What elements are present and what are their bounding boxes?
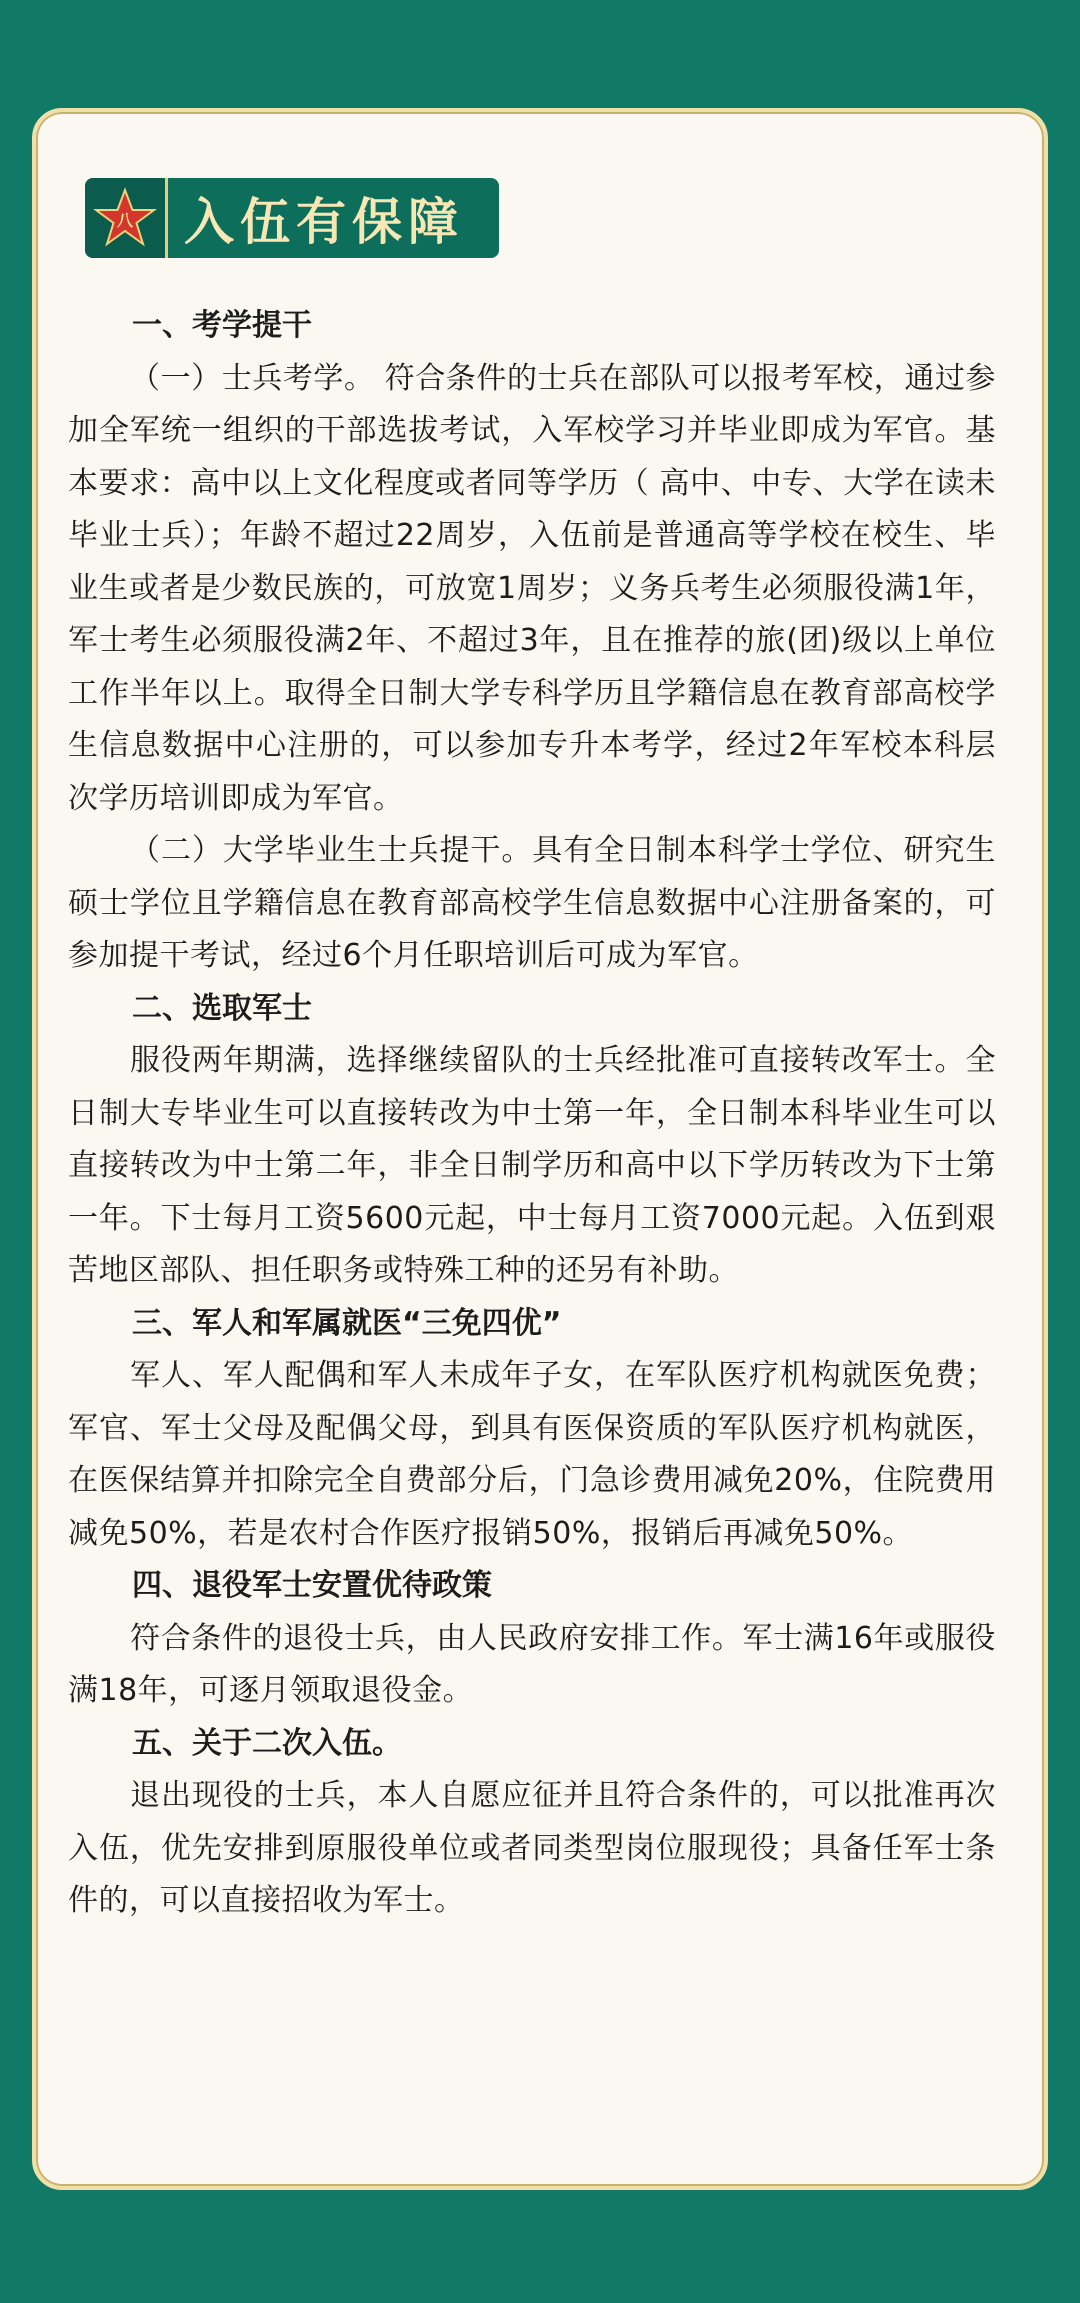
section-4-paragraph-1: 符合条件的退役士兵，由人民政府安排工作。军士满16年或服役满18年，可逐月领取退役金。 bbox=[68, 1620, 996, 1708]
section-heading-1: 一、考学提干 bbox=[132, 308, 312, 343]
section-title-banner bbox=[85, 178, 499, 258]
svg-text:八: 八 bbox=[116, 211, 134, 230]
section-1-paragraph-2: （二）大学毕业生士兵提干。具有全日制本科学士学位、研究生硕士学位且学籍信息在教育部高校学生信息数据中心注册备案的，可参加提干考试，经过6个月任职培训后可成为军官。 bbox=[68, 833, 996, 973]
section-heading-4: 四、退役军士安置优待政策 bbox=[132, 1568, 492, 1603]
section-heading-3: 三、军人和军属就医“三免四优” bbox=[132, 1305, 562, 1341]
section-3-paragraph-1: 军人、军人配偶和军人未成年子女，在军队医疗机构就医免费；军官、军士父母及配偶父母，到具有医保资质的军队医疗机构就医，在医保结算并扣除完全自费部分后，门急诊费用减免20%，住院费用减免50%，若是农村合作医疗报销50%，报销后再减免50%。 bbox=[68, 1358, 996, 1551]
policy-content bbox=[68, 300, 996, 1928]
page-title: 入伍有保障 bbox=[184, 192, 464, 251]
section-1-paragraph-1: （一）士兵考学。 符合条件的士兵在部队可以报考军校，通过参加全军统一组织的干部选拔考试，入军校学习并毕业即成为军官。基本要求：高中以上文化程度或者同等学历（ 高中、中专、大学在读未毕业士兵）；年龄不超过22周岁，入伍前是普通高等学校在校生、毕业生或者是少数民族的，可放宽1周岁；义务兵考生必须服役满1年，军士考生必须服役满2年、不超过3年，且在推荐的旅(团)级以上单位工作半年以上。取得全日制大学专科学历且学籍信息在教育部高校学生信息数据中心注册的，可以参加专升本考学，经过2年军校本科层次学历培训即成为军官。 bbox=[68, 360, 996, 816]
section-heading-2: 二、选取军士 bbox=[132, 990, 312, 1026]
section-5-paragraph-1: 退出现役的士兵，本人自愿应征并且符合条件的，可以批准再次入伍，优先安排到原服役单位或者同类型岗位服现役；具备任军士条件的，可以直接招收为军士。 bbox=[68, 1778, 996, 1918]
section-2-paragraph-1: 服役两年期满，选择继续留队的士兵经批准可直接转改军士。全日制大专毕业生可以直接转改为中士第一年，全日制本科毕业生可以直接转改为中士第二年，非全日制学历和高中以下学历转改为下士第一年。下士每月工资5600元起，中士每月工资7000元起。入伍到艰苦地区部队、担任职务或特殊工种的还另有补助。 bbox=[68, 1043, 996, 1288]
section-heading-5: 五、关于二次入伍。 bbox=[132, 1725, 402, 1761]
military-star-icon bbox=[85, 178, 168, 258]
